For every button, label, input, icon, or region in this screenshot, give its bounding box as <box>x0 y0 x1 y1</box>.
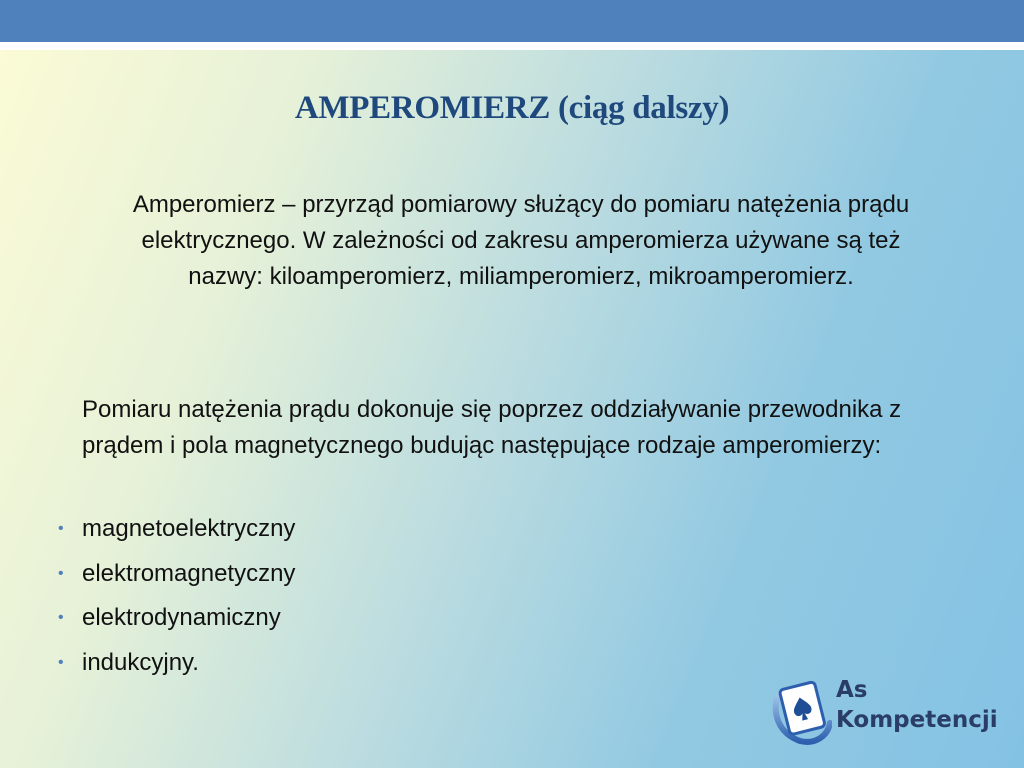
list-item-label: elektrodynamiczny <box>82 604 281 631</box>
bullet-icon: • <box>58 564 64 582</box>
list-item-label: elektromagnetyczny <box>82 559 296 587</box>
logo-line-1: As <box>836 677 868 703</box>
list-item-label: indukcyjny. <box>82 648 199 676</box>
logo-text <box>836 677 998 736</box>
measurement-paragraph: Pomiaru natężenia prądu dokonuje się poprzez oddziaływanie przewodnika z prądem i pola magnetycznego budując następujące rodzaje amperomierzy: <box>82 396 902 459</box>
list-item <box>58 599 295 644</box>
top-accent-bar <box>0 0 1024 42</box>
as-kompetencji-logo <box>770 673 1000 745</box>
logo-line-2: Kompetencji <box>836 707 998 733</box>
list-item <box>58 510 295 555</box>
ammeter-types-list <box>58 510 295 688</box>
top-divider-line <box>0 42 1024 50</box>
list-item-label: magnetoelektryczny <box>82 515 296 542</box>
list-item <box>58 555 295 600</box>
card-spade-logo-icon <box>770 673 832 745</box>
bullet-icon: • <box>58 609 64 626</box>
bullet-icon: • <box>58 520 64 537</box>
slide-title: AMPEROMIERZ (ciąg dalszy) <box>294 90 730 126</box>
bullet-icon: • <box>58 653 64 671</box>
definition-paragraph: Amperomierz – przyrząd pomiarowy służący do pomiaru natężenia prądu elektrycznego. W zależności od zakresu amperomierza używane są też nazwy: kiloamperomierz, miliamperomierz, mikroamperomierz. <box>132 191 910 290</box>
list-item <box>58 644 295 689</box>
